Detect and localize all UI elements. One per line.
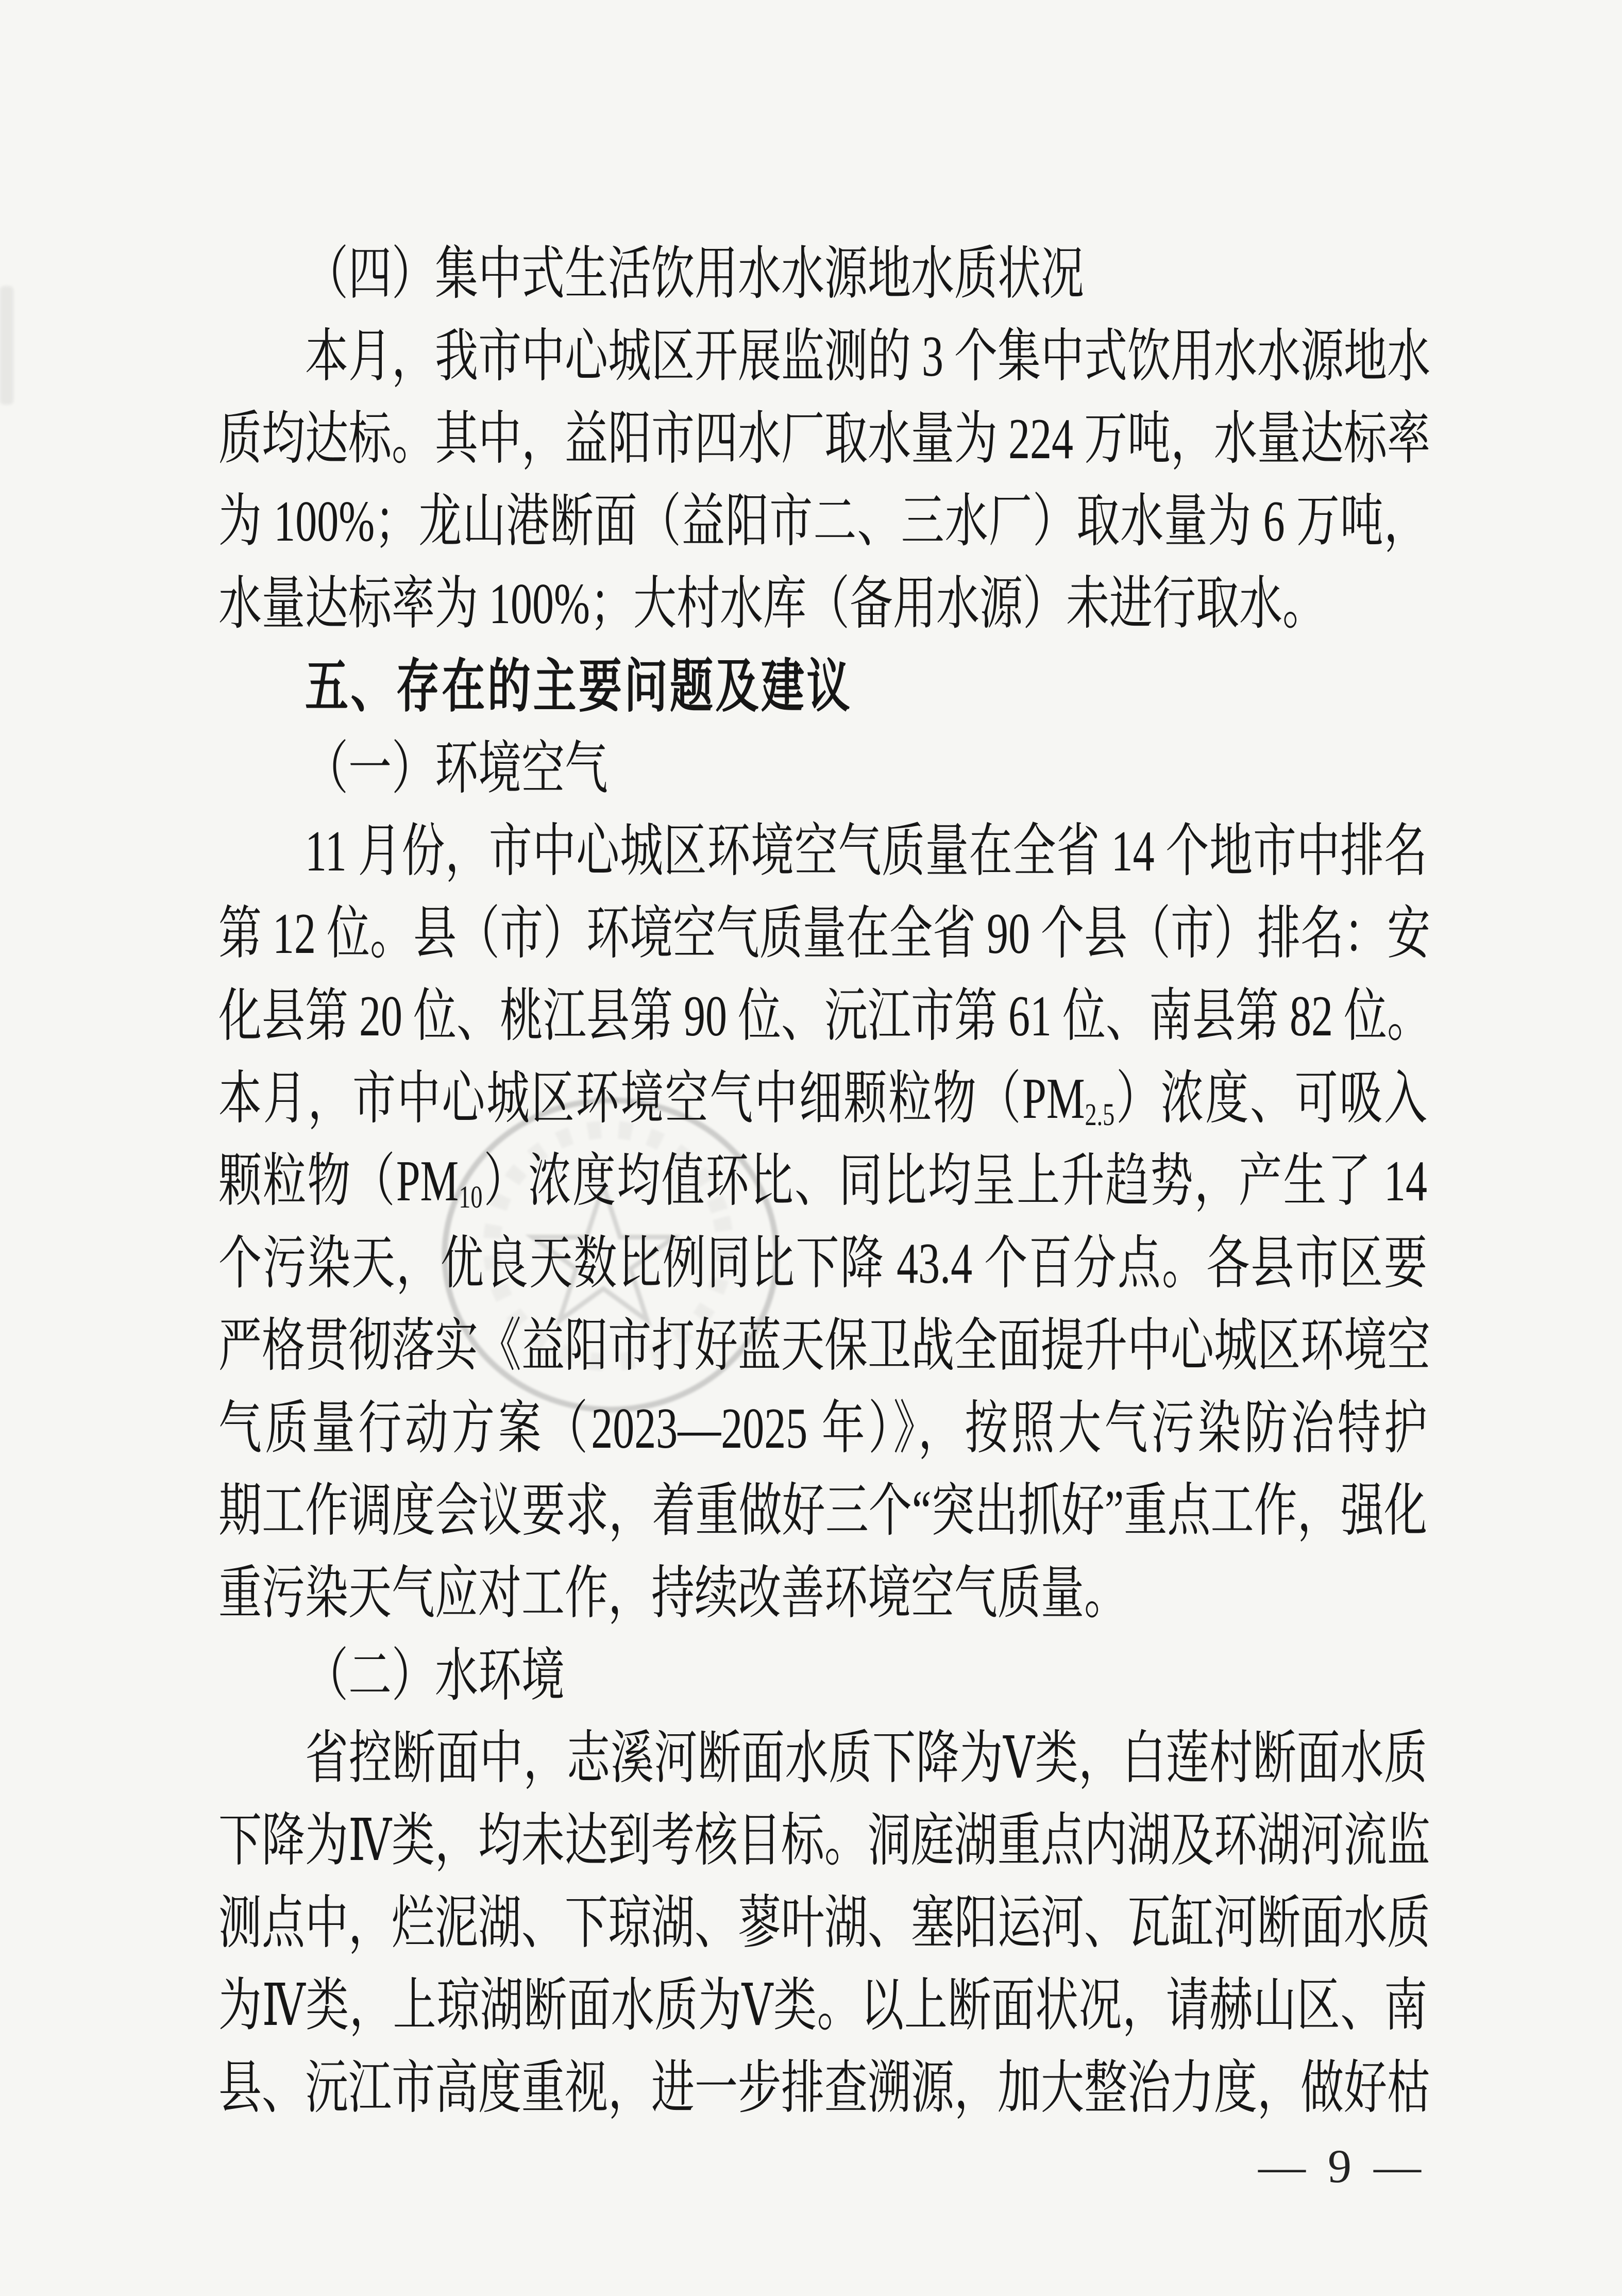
text-segment: 测点中，烂泥湖、下琼湖、蓼叶湖、塞阳运河、瓦缸河断面水质 [218, 1891, 1430, 1955]
text-line [218, 728, 1427, 810]
text-segment: 质均达标。其中，益阳市四水厂取水量为 224 万吨，水量达标率 [218, 407, 1430, 471]
text-segment: （四）集中式生活饮用水水源地水质状况 [305, 242, 1084, 306]
text-line [218, 810, 1427, 893]
text-line [218, 1058, 1427, 1140]
text-line [218, 975, 1430, 1058]
text-segment: 期工作调度会议要求，着重做好三个“突出抓好”重点工作，强化 [218, 1479, 1427, 1543]
scan-artifact [0, 286, 13, 405]
text-line [218, 1965, 1427, 2047]
document-body [218, 233, 1430, 2130]
subscript-text: 2.5 [1085, 1097, 1115, 1132]
text-segment: 水量达标率为 100%；大村水库（备用水源）未进行取水。 [218, 572, 1326, 636]
text-line [218, 1140, 1427, 1222]
text-segment: 第 12 位。县（市）环境空气质量在全省 90 个县（市）排名：安 [218, 902, 1430, 966]
text-line [218, 645, 1427, 728]
text-line [218, 2047, 1430, 2130]
subscript-text: 10 [459, 1179, 483, 1215]
text-segment: 本月，我市中心城区开展监测的 3 个集中式饮用水水源地水 [305, 325, 1430, 389]
text-segment: ）浓度均值环比、同比均呈上升趋势，产生了 14 [482, 1149, 1428, 1213]
text-segment: 重污染天气应对工作，持续改善环境空气质量。 [218, 1562, 1127, 1625]
text-line [218, 1305, 1430, 1387]
text-segment: 颗粒物（PM [218, 1149, 459, 1213]
text-segment: 五、存在的主要问题及建议 [305, 654, 852, 718]
text-segment: 个污染天，优良天数比例同比下降 43.4 个百分点。各县市区要 [218, 1232, 1427, 1296]
text-segment: 县、沅江市高度重视，进一步排查溯源，加大整治力度，做好枯 [218, 2056, 1430, 2120]
text-segment: （一）环境空气 [305, 737, 608, 801]
text-line [218, 1882, 1430, 1965]
text-line [218, 233, 1427, 315]
text-line [218, 893, 1430, 975]
text-segment: 气质量行动方案（2023—2025 年）》，按照大气污染防治特护 [218, 1397, 1427, 1461]
text-segment: ）浓度、可吸入 [1114, 1067, 1428, 1131]
text-line [218, 1387, 1427, 1470]
text-segment: 11 月份，市中心城区环境空气质量在全省 14 个地市中排名 [305, 819, 1427, 883]
text-segment: 为 100%；龙山港断面（益阳市二、三水厂）取水量为 6 万吨， [218, 490, 1427, 554]
text-segment: 为Ⅳ类，上琼湖断面水质为Ⅴ类。以上断面状况，请赫山区、南 [218, 1974, 1427, 2038]
text-line [218, 398, 1430, 480]
text-line [218, 480, 1427, 563]
text-line [218, 1222, 1427, 1305]
text-segment: 本月，市中心城区环境空气中细颗粒物（PM [218, 1067, 1085, 1131]
text-segment: 化县第 20 位、桃江县第 90 位、沅江市第 61 位、南县第 82 位。 [218, 984, 1430, 1048]
text-segment: 严格贯彻落实《益阳市打好蓝天保卫战全面提升中心城区环境空 [218, 1314, 1430, 1378]
text-segment: 省控断面中，志溪河断面水质下降为Ⅴ类，白莲村断面水质 [305, 1727, 1427, 1790]
text-line [218, 1552, 1427, 1635]
text-line [218, 1635, 1427, 1717]
page-number: — 9 — [1258, 2140, 1426, 2192]
text-line [218, 1800, 1430, 1882]
text-line [218, 1717, 1427, 1800]
text-segment: （二）水环境 [305, 1644, 565, 1708]
text-segment: 下降为Ⅳ类，均未达到考核目标。洞庭湖重点内湖及环湖河流监 [218, 1809, 1430, 1873]
text-line [218, 315, 1430, 398]
text-line [218, 563, 1427, 645]
text-line [218, 1470, 1427, 1552]
